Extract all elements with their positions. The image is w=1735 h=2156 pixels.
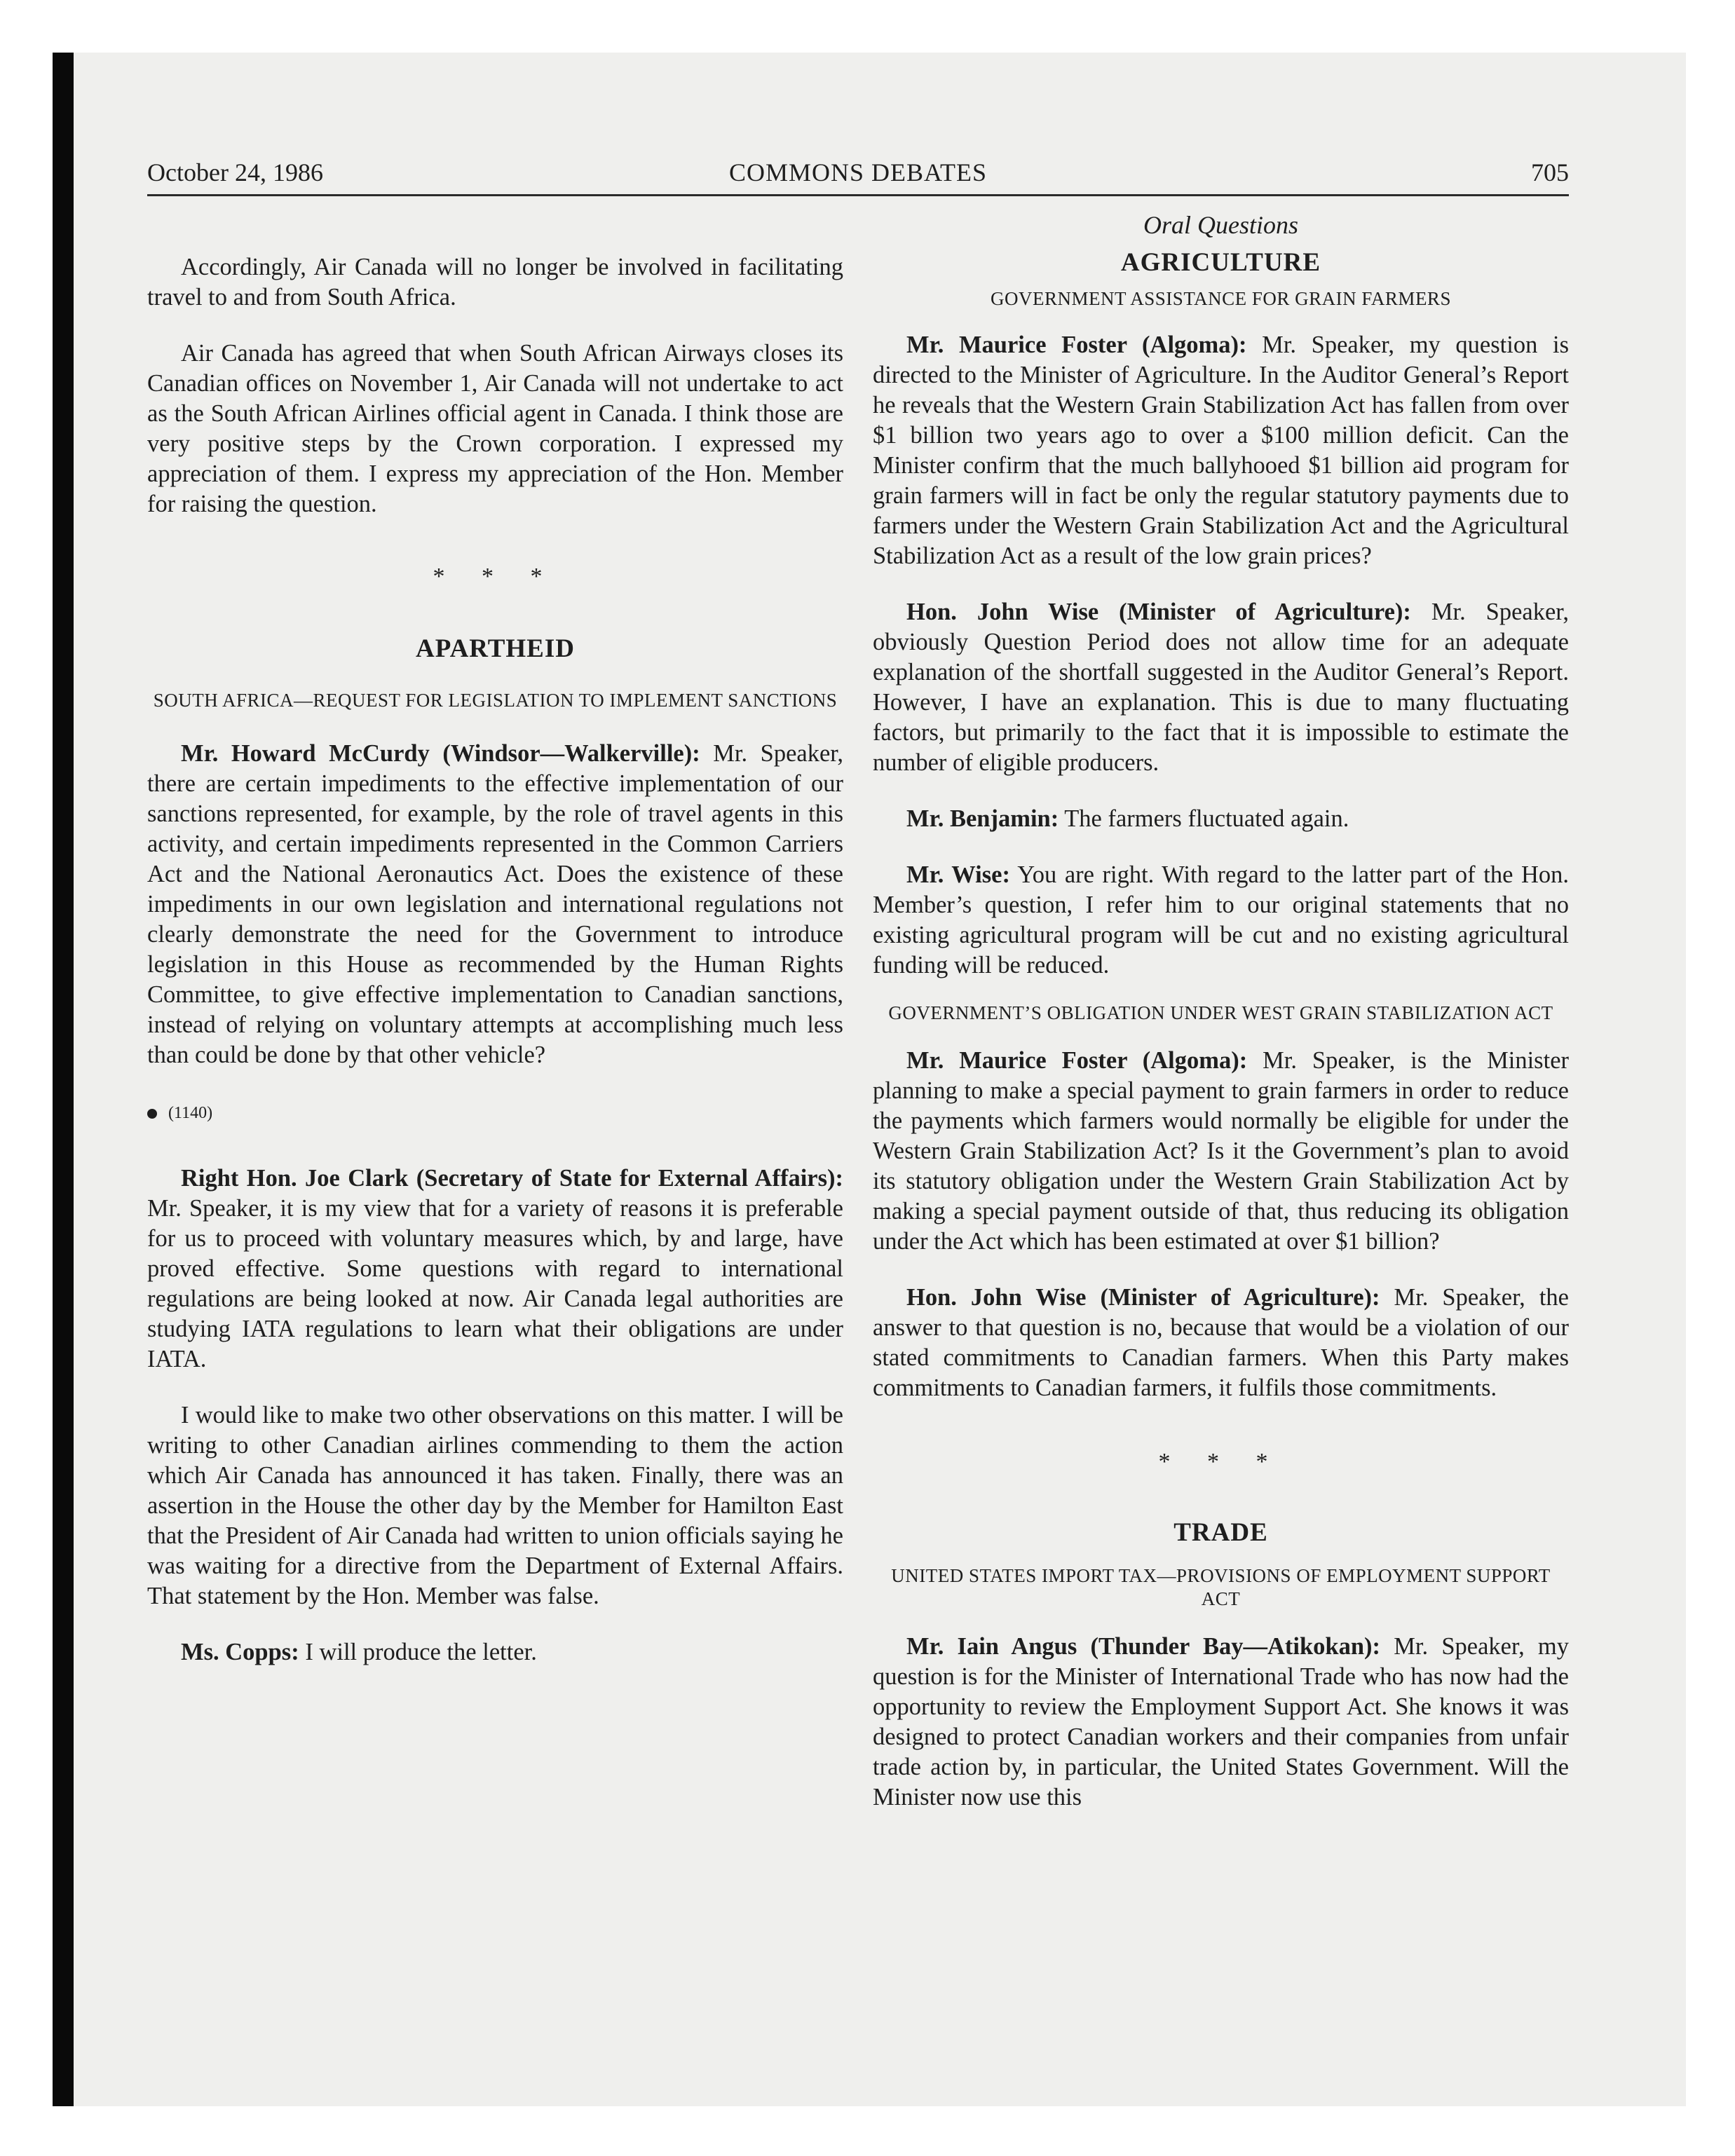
section-separator: * * * (1158, 1449, 1284, 1475)
speech-text: Mr. Speaker, my question is for the Minister of International Trade who has now had the opportunity to review the Employment Support Act. She knows it was designed to protect Canadian workers and their companies from unfair trade action by, in particular, the United States Government. Will the Minister now use this (873, 1633, 1569, 1810)
scan-binding-edge (53, 53, 74, 2106)
speech-paragraph (873, 597, 1569, 778)
section-heading: APARTHEID (416, 634, 575, 663)
bullet-icon (147, 1109, 157, 1119)
left-column (147, 210, 843, 1667)
speaker-name: Mr. Wise: (906, 861, 1010, 888)
speaker-name: Mr. Howard McCurdy (Windsor—Walkerville): (181, 740, 700, 767)
header-date: October 24, 1986 (147, 158, 323, 186)
speaker-name: Mr. Benjamin: (906, 805, 1059, 832)
speaker-name: Mr. Iain Angus (Thunder Bay—Atikokan): (906, 1633, 1381, 1660)
speech-text: Mr. Speaker, there are certain impediments to the effective implementation of our sanctions represented, for example, by the role of travel agents in this activity, and certain impediments represented in the Common Carriers Act and the National Aeronautics Act. Does the existence of these impediments in our own legislation and international regulations not clearly demonstrate the need for the Government to introduce legislation in this House as recommended by the Human Rights Committee, to give effective implementation to Canadian sanctions, instead of relying on voluntary attempts at accomplishing much less than could be done by that other vehicle? (147, 740, 843, 1068)
speech-paragraph (147, 1637, 843, 1667)
speech-paragraph (873, 330, 1569, 571)
page-header (147, 158, 1569, 196)
section-heading: TRADE (1173, 1518, 1268, 1547)
page-number: 705 (1531, 158, 1569, 186)
speech-text: The farmers fluctuated again. (1059, 805, 1349, 832)
speech-paragraph (147, 1164, 843, 1374)
subheading: GOVERNMENT’S OBLIGATION UNDER WEST GRAIN STABILIZATION ACT (888, 1002, 1553, 1023)
speech-text: Mr. Speaker, the answer to that question is no, because that would be a violation of our stated commitments to Canadian farmers. When this Party makes commitments to Canadian farmers, it fulfils those commitments. (873, 1284, 1569, 1401)
subheading: UNITED STATES IMPORT TAX—PROVISIONS OF EMPLOYMENT SUPPORT ACT (891, 1565, 1551, 1609)
speech-text: Mr. Speaker, is the Minister planning to make a special payment to grain farmers in order to reduce the payments which farmers would normally be eligible for under the Western Grain Stabilization Act? Is it the Government’s plan to avoid its statutory obligation under the Western Grain Stabilization Act by making a special payment outside of that, thus reducing its obligation under the Act which has been estimated at over $1 billion? (873, 1047, 1569, 1255)
speech-paragraph (147, 739, 843, 1070)
section-separator: * * * (433, 564, 558, 589)
time-marker (147, 1098, 843, 1128)
speech-text: You are right. With regard to the latter part of the Hon. Member’s question, I refer him to our original statements that no existing agricultural program will be cut and no existing agricultural funding will be reduced. (873, 861, 1569, 978)
speaker-name: Right Hon. Joe Clark (Secretary of State for External Affairs): (181, 1165, 843, 1192)
right-column (873, 210, 1569, 1813)
header-title: COMMONS DEBATES (728, 158, 988, 186)
section-heading: AGRICULTURE (1120, 248, 1321, 277)
speech-paragraph (873, 804, 1569, 834)
speaker-name: Mr. Maurice Foster (Algoma): (906, 1047, 1248, 1074)
speech-text: I will produce the letter. (299, 1639, 537, 1665)
speech-text: Mr. Speaker, my question is directed to the Minister of Agriculture. In the Auditor General’s Report he reveals that the Western Grain Stabilization Act has fallen from over $1 billion two years ago to over a $100 million deficit. Can the Minister confirm that the much ballyhooed $1 billion aid program for grain farmers will in fact be only the regular statutory payments due to farmers under the Western Grain Stabilization Act and the Agricultural Stabilization Act as a result of the low grain prices? (873, 332, 1569, 569)
speaker-name: Hon. John Wise (Minister of Agriculture): (906, 1284, 1380, 1311)
speech-paragraph (873, 860, 1569, 981)
paragraph: I would like to make two other observations on this matter. I will be writing to other Canadian airlines commending to them the action which Air Canada has announced it has taken. Finally, there was an assertion in the House the other day by the Member for Hamilton East that the President of Air Canada had written to union officials saying he was waiting for a directive from the Department of External Affairs. That statement by the Hon. Member was false. (147, 1402, 843, 1609)
speech-paragraph (873, 1283, 1569, 1403)
speaker-name: Hon. John Wise (Minister of Agriculture): (906, 599, 1411, 625)
time-marker-text: (1140) (168, 1104, 213, 1122)
speech-text: Mr. Speaker, it is my view that for a variety of reasons it is preferable for us to proceed with voluntary measures which, by and large, have proved effective. Some questions with regard to international regulations are being looked at now. Air Canada legal authorities are studying IATA regulations to learn what their obligations are under IATA. (147, 1195, 843, 1372)
speech-paragraph (873, 1046, 1569, 1257)
speech-text: Mr. Speaker, obviously Question Period does not allow time for an adequate explanation of the shortfall suggested in the Auditor General’s Report. However, I have an explanation. This is due to many fluctuating factors, but primarily to the fact that it is impossible to estimate the number of eligible producers. (873, 599, 1569, 776)
speaker-name: Ms. Copps: (181, 1639, 299, 1665)
section-label: Oral Questions (1143, 211, 1298, 239)
paragraph: Accordingly, Air Canada will no longer be involved in facilitating travel to and from South Africa. (147, 254, 843, 311)
speech-paragraph (873, 1632, 1569, 1813)
subheading: SOUTH AFRICA—REQUEST FOR LEGISLATION TO IMPLEMENT SANCTIONS (153, 690, 838, 711)
paragraph: Air Canada has agreed that when South African Airways closes its Canadian offices on November 1, Air Canada will not undertake to act as the South African Airlines official agent in Canada. I think those are very positive steps by the Crown corporation. I expressed my appreciation of them. I express my appreciation of the Hon. Member for raising the question. (147, 340, 843, 517)
subheading: GOVERNMENT ASSISTANCE FOR GRAIN FARMERS (991, 288, 1451, 309)
speaker-name: Mr. Maurice Foster (Algoma): (906, 332, 1247, 358)
